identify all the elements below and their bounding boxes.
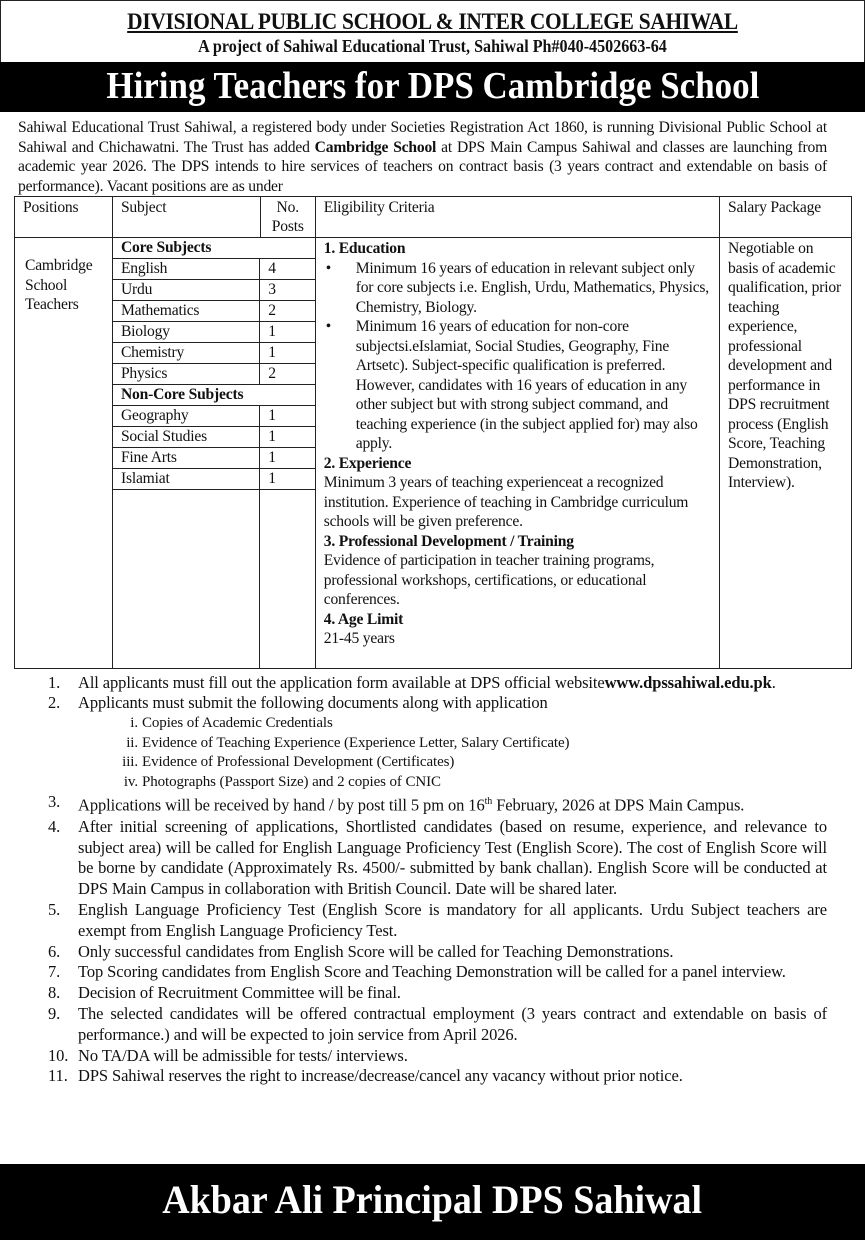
item-text-end: . [771,672,776,692]
subject-row [113,469,315,490]
intro-text: Sahiwal Educational Trust Sahiwal, a registered body under Societies Registration Act 1860, is running Divisional Public School at Sahiwal and Chichawatni. The Trust has added [18,119,827,156]
list-item [0,983,827,1004]
education-bullet: • Minimum 16 years of education in relevant subject only for core subjects i.e. English, Urdu, Mathematics, Physics, Chemistry, Biology. [324,259,711,318]
subject-posts: 1 [260,469,315,490]
age-text: 21-45 years [323,630,395,647]
age-heading: 4. Age Limit [323,610,404,628]
document-number: ii. [126,734,138,751]
school-name: DIVISIONAL PUBLIC SCHOOL & INTER COLLEGE SAHIWAL [127,9,738,34]
item-number: 8. [48,983,61,1003]
subject-name: Biology [113,322,260,343]
subjects-table [113,238,315,668]
subject-posts: 1 [260,406,315,427]
eligibility-cell [315,238,719,669]
item-text: The selected candidates will be offered contractual employment (3 years contract and extendable on basis of performance.) and will be expected to join service from April 2026. [78,1003,827,1044]
item-text: Only successful candidates from English Score will be called for Teaching Demonstrations. [78,941,674,961]
documents-list [78,714,827,792]
item-text: Applicants must submit the following documents along with application [78,693,548,713]
item-number: 11. [48,1066,68,1086]
subject-posts: 1 [260,343,315,364]
subjects-cell [112,238,315,669]
document-number: iv. [123,773,138,790]
school-subtitle: A project of Sahiwal Educational Trust, Sahiwal Ph#040-4502663-64 [198,36,667,56]
subject-name: Islamiat [113,469,260,490]
subject-row [113,364,315,385]
training-text: Evidence of participation in teacher training programs, professional workshops, certifications, or educational conferences. [323,552,655,608]
col-subject: Subject [112,197,260,238]
instructions-list [0,673,865,817]
list-item [0,792,827,816]
website-link[interactable]: www.dpssahiwal.edu.pk [604,672,772,692]
item-number: 6. [48,941,61,961]
item-text: Top Scoring candidates from English Score and Teaching Demonstration will be called for a panel interview. [78,962,786,982]
list-item [0,900,827,942]
document-item [114,734,827,754]
subject-name: Physics [113,364,260,385]
experience-text: Minimum 3 years of teaching experienceat a recognized institution. Experience of teaching in Cambridge curriculum schools will be given preference. [323,474,689,530]
salary-cell: Negotiable on basis of academic qualification, prior teaching experience, professional development and performance in DPS recruitment process (English Score, Teaching Demonstration, Interview). [720,238,852,669]
intro-paragraph [0,112,865,196]
subject-row [113,448,315,469]
subject-row [113,280,315,301]
subject-name: Chemistry [113,343,260,364]
list-item [0,817,827,900]
ad-header [0,0,865,62]
position-cell: Cambridge School Teachers [15,238,113,669]
experience-heading: 2. Experience [323,454,412,472]
item-text: English Language Proficiency Test (English Score is mandatory for all applicants. Urdu Subject teachers are exempt from English Language Proficiency Test. [78,899,827,940]
subject-row [113,406,315,427]
table-row [15,238,852,669]
col-posts: No. Posts [260,197,315,238]
subject-row [113,343,315,364]
table-header-row [15,197,852,238]
list-item [0,1046,827,1067]
subject-posts: 2 [260,301,315,322]
item-text: DPS Sahiwal reserves the right to increase/decrease/cancel any vacancy without prior notice. [78,1066,683,1086]
list-item [0,962,827,983]
subject-name: Urdu [113,280,260,301]
item-number: 3. [48,792,61,812]
subject-group-row [113,238,315,259]
subject-posts: 1 [260,448,315,469]
subject-posts: 4 [260,259,315,280]
document-number: iii. [122,754,138,771]
list-item [0,1066,827,1087]
document-text: Copies of Academic Credentials [142,715,333,732]
education-bullet: • Minimum 16 years of education for non-core subjectsi.eIslamiat, Social Studies, Geography, Fine Artsetc). Subject-specific qualification is preferred. However, candidates with 16 years of education in any other subject but with strong subject command, and teaching experience (in the subject applied for) may also apply. [324,317,711,454]
subject-row [113,427,315,448]
subject-name: English [113,259,260,280]
document-text: Evidence of Professional Development (Certificates) [142,754,455,771]
training-heading: 3. Professional Development / Training [323,532,574,550]
subject-group-row [113,385,315,406]
subject-posts: 1 [260,322,315,343]
item-text: Decision of Recruitment Committee will be final. [78,983,401,1003]
item-number: 4. [48,816,61,836]
document-item [114,773,827,793]
ordinal-suffix: th [484,796,493,808]
list-item [0,942,827,963]
item-number: 10. [48,1045,69,1065]
item-text: All applicants must fill out the application form available at DPS official website [78,672,605,692]
education-heading: 1. Education [323,240,406,257]
subject-row [113,301,315,322]
item-number: 7. [48,962,61,982]
instructions-list-continued [0,817,865,1087]
subject-posts: 2 [260,364,315,385]
subject-posts: 1 [260,427,315,448]
empty-cell [113,490,260,668]
subject-name: Social Studies [113,427,260,448]
list-item [0,673,827,694]
vacancy-table [14,196,852,669]
subject-row [113,322,315,343]
subject-name: Fine Arts [113,448,260,469]
subject-posts: 3 [260,280,315,301]
principal-signature: Akbar Ali Principal DPS Sahiwal [162,1177,703,1222]
document-text: Evidence of Teaching Experience (Experience Letter, Salary Certificate) [142,734,570,751]
item-text: Applications will be received by hand / by post till 5 pm on 16 [78,795,485,815]
document-number: i. [130,715,138,732]
document-text: Photographs (Passport Size) and 2 copies of CNIC [142,773,441,790]
list-item [0,693,827,792]
item-text-end: February, 2026 at DPS Main Campus. [492,795,745,815]
item-text: After initial screening of applications, Shortlisted candidates (based on resume, experience, and relevance to subject area) will be called for English Language Proficiency Test (English Score). The cost of English Score will be borne by candidate (Approximately Rs. 4500/- submitted by bank challan). English Score will be conducted at DPS Main Campus in collaboration with British Council. Date will be shared later. [78,816,827,899]
item-number: 9. [48,1003,61,1023]
item-number: 1. [48,672,61,692]
subject-row [113,259,315,280]
hiring-banner [0,62,865,112]
document-item [114,714,827,734]
subject-name: Geography [113,406,260,427]
col-salary: Salary Package [720,197,852,238]
list-item [0,1004,827,1046]
document-item [114,753,827,773]
col-positions: Positions [15,197,113,238]
item-number: 2. [48,693,61,713]
col-eligibility: Eligibility Criteria [315,197,719,238]
signature-footer [0,1164,865,1240]
subject-name: Mathematics [113,301,260,322]
subject-group-heading: Core Subjects [113,238,315,259]
empty-cell [260,490,315,668]
banner-title: Hiring Teachers for DPS Cambridge School [106,65,759,107]
intro-bold: Cambridge School [314,138,437,156]
education-list [324,259,711,454]
subject-group-heading: Non-Core Subjects [113,385,315,406]
item-text: No TA/DA will be admissible for tests/ interviews. [78,1045,408,1065]
intro-text-2: at DPS Main Campus Sahiwal and classes are launching from academic year 2026. The DPS intends to hire services of teachers on contract basis (3 years contract and extendable on basis of performance). Vacant positions are as under [18,138,828,195]
subject-filler-row [113,490,315,668]
item-number: 5. [48,899,61,919]
